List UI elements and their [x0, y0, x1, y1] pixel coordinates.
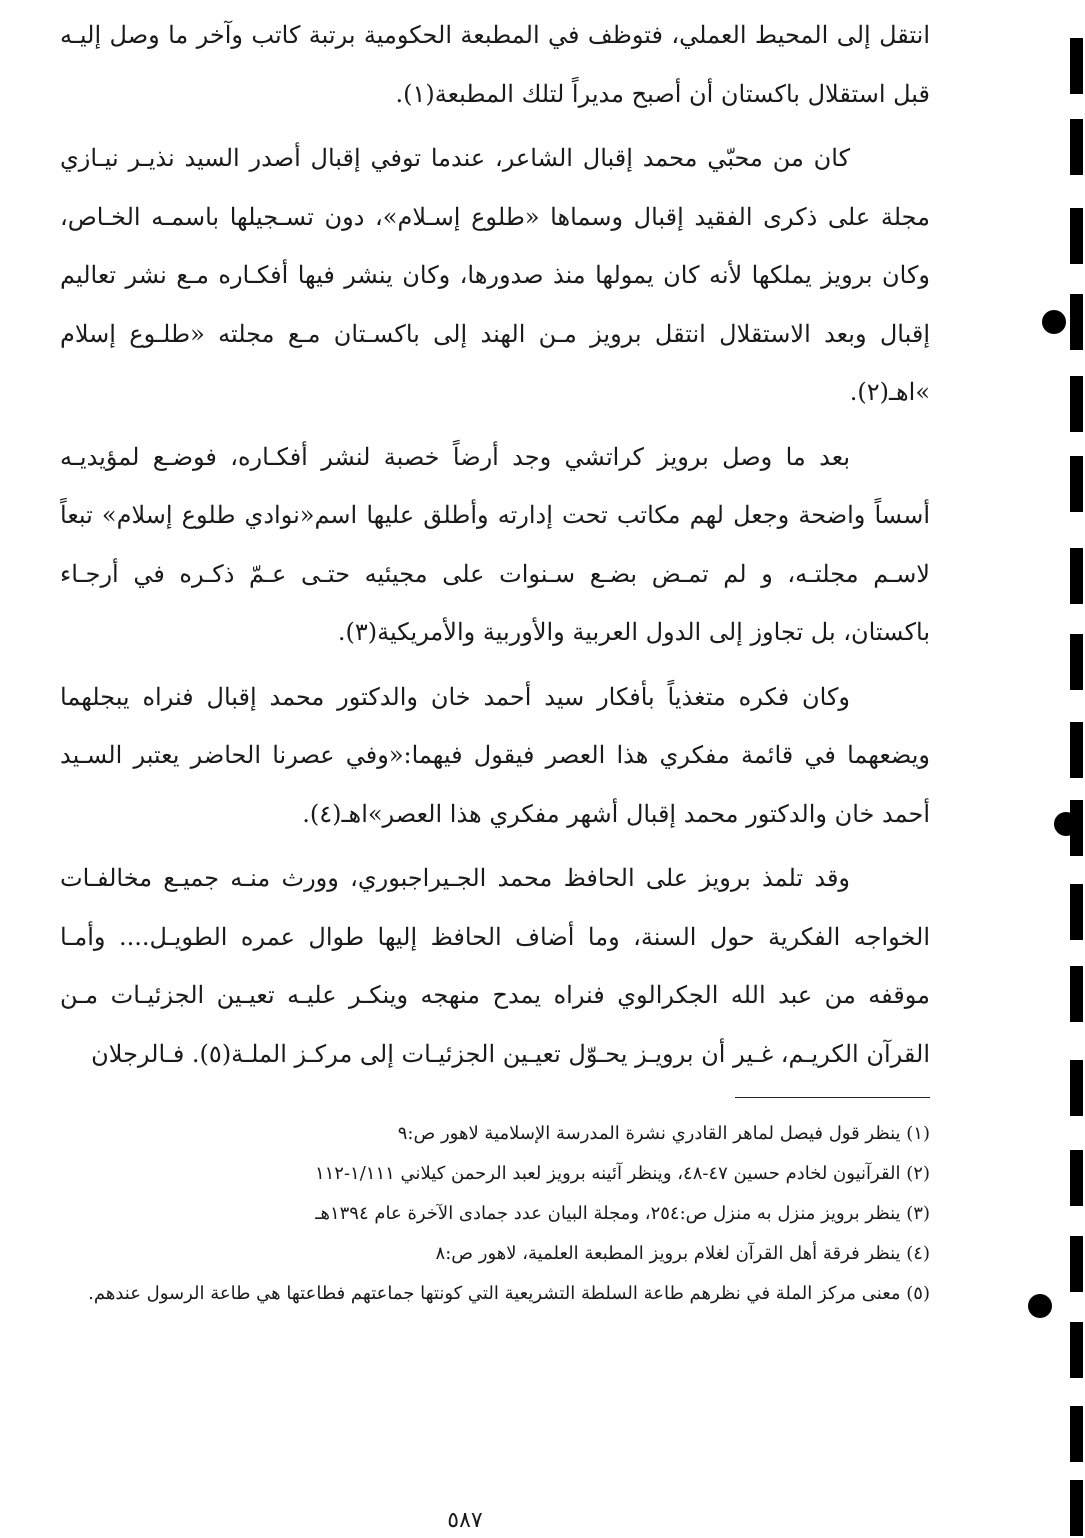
scan-edge-bar: [1070, 1150, 1083, 1206]
scan-edge-bar: [1070, 1480, 1083, 1536]
scan-punch-hole: [1042, 310, 1066, 334]
scan-edge-bar: [1070, 456, 1083, 512]
footnote-3: (٣) ينظر برويز منزل به منزل ص:٢٥٤، ومجلة البيان عدد جمادى الآخرة عام ١٣٩٤هـ: [315, 1203, 930, 1224]
footnote-5: (٥) معنى مركز الملة في نظرهم طاعة السلطة التشريعية التي كونتها جماعتهم فطاعتها هي طاعة الرسول عندهم.: [88, 1283, 930, 1304]
scan-edge-bar: [1070, 548, 1083, 604]
footnotes: [60, 1114, 930, 1314]
scan-edge-bar: [1070, 722, 1083, 778]
scan-edge-bar: [1070, 38, 1083, 94]
scan-punch-hole: [1028, 1294, 1052, 1318]
paragraph-5: وقد تلمذ برويز على الحافظ محمد الجـيراجبوري، وورث منـه جميـع مخالفـات الخواجه الفكرية حول السنة، وما أضاف الحافظ إليها طوال عمره الطويـل.... وأمـا موقفه من عبد الله الجكرالوي فنراه يمدح منهجه وينكـر عليـه تعيـين الجزئيـات مـن القرآن الكريـم، غـير أن برويـز يحـوّل تعيـين الجزئيـات إلى مركـز الملـة(٥). فـالرجلان: [60, 864, 930, 1068]
document-page: [60, 0, 930, 1538]
scan-edge-bar: [1070, 966, 1083, 1022]
scan-edge-bar: [1070, 1322, 1083, 1378]
scan-punch-hole: [1054, 812, 1078, 836]
scan-edge-bar: [1070, 1236, 1083, 1292]
footnote-1: (١) ينظر قول فيصل لماهر القادري نشرة المدرسة الإسلامية لاهور ص:٩: [397, 1123, 930, 1144]
scan-edge-bar: [1070, 376, 1083, 432]
paragraph-3: بعد ما وصل برويز كراتشي وجد أرضاً خصبة لنشر أفكـاره، فوضـع لمؤيديـه أسساً واضحة وجعل لهم مكاتب تحت إدارته وأطلق عليها اسم«نوادي طلوع إسلام» تبعاً لاسـم مجلتـه، و لم تمـض بضـع سـنوات على مجيئيه حتـى عـمّ ذكـره في أرجـاء باكستان، بل تجاوز إلى الدول العربية والأوربية والأمريكية(٣).: [60, 442, 930, 646]
body-text: [60, 6, 930, 1089]
paragraph-2: كان من محبّي محمد إقبال الشاعر، عندما توفي إقبال أصدر السيد نذيـر نيـازي مجلة على ذكرى الفقيد إقبال وسماها «طلوع إسـلام»، دون تسـجيلها باسمـه الخـاص، وكان برويز يملكها لأنه كان يمولها منذ صدورها، وكان ينشر فيها أفكـاره مـع نشر تعاليم إقبال وبعد الاستقلال انتقل برويز مـن الهند إلى باكسـتان مـع مجلته «طلـوع إسلام »اهـ(٢).: [60, 144, 930, 406]
paragraph-4: وكان فكره متغذياً بأفكار سيد أحمد خان والدكتور محمد إقبال فنراه يبجلهما ويضعهما في قائمة مفكري هذا العصر فيقول فيهما:«وفي عصرنا الحاضر يعتبر السـيد أحمد خان والدكتور محمد إقبال أشهر مفكري هذا العصر»اهـ(٤).: [60, 682, 930, 828]
paragraph-1: انتقل إلى المحيط العملي، فتوظف في المطبعة الحكومية برتبة كاتب وآخر ما وصل إليـه قبل استقلال باكستان أن أصبح مديراً لتلك المطبعة(١).: [60, 21, 930, 108]
scan-edge-marks: [1065, 0, 1085, 1538]
footnote-separator: [735, 1097, 930, 1098]
footnote-4: (٤) ينظر فرقة أهل القرآن لغلام برويز المطبعة العلمية، لاهور ص:٨: [435, 1243, 930, 1264]
scan-edge-bar: [1070, 208, 1083, 264]
footnote-2: (٢) القرآنيون لخادم حسين ٤٧-٤٨، وينظر آئينه برويز لعبد الرحمن كيلاني ١/١١١-١١٢: [314, 1163, 930, 1184]
scan-edge-bar: [1070, 1060, 1083, 1116]
scan-edge-bar: [1070, 884, 1083, 940]
scan-edge-bar: [1070, 1406, 1083, 1462]
scan-edge-bar: [1070, 294, 1083, 350]
scan-edge-bar: [1070, 119, 1083, 175]
scan-edge-bar: [1070, 634, 1083, 690]
page-number: ٥٨٧: [447, 1508, 483, 1533]
